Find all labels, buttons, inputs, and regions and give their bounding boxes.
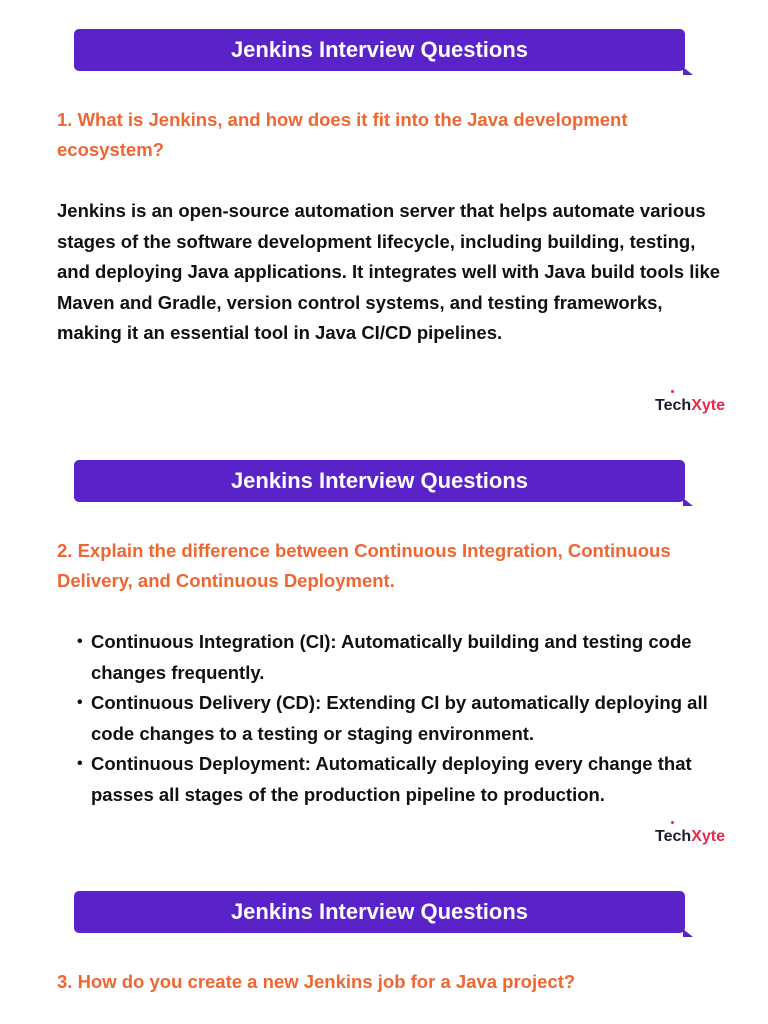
question-2: 2. Explain the difference between Continuous Integration, Continuous Delivery, and Continuous Deployment. [57,540,671,591]
techxyte-logo: TechXyte [655,396,725,416]
banner-title: Jenkins Interview Questions [230,37,529,62]
list-item: • Continuous Integration (CI): Automatically building and testing code changes frequently. [57,627,725,688]
banner-tail [683,498,693,506]
section-banner [74,29,685,71]
bullet-icon: • [77,633,83,650]
bullet-icon: • [77,694,83,711]
logo-spark-icon [671,390,674,393]
section-banner [74,891,685,933]
bullet-list [57,627,725,810]
banner-title: Jenkins Interview Questions [230,468,529,493]
banner-tail [683,67,693,75]
techxyte-logo: TechXyte [655,827,725,847]
list-item: • Continuous Deployment: Automatically deploying every change that passes all stages of the production pipeline to production. [57,749,725,810]
question-3: 3. How do you create a new Jenkins job for a Java project? [57,971,576,992]
banner-tail [683,929,693,937]
list-item: • Continuous Delivery (CD): Extending CI by automatically deploying all code changes to a testing or staging environment. [57,688,725,749]
logo-spark-icon [671,821,674,824]
bullet-icon: • [77,755,83,772]
banner-title: Jenkins Interview Questions [230,899,529,924]
section-banner [74,460,685,502]
question-1: 1. What is Jenkins, and how does it fit into the Java development ecosystem? [57,109,628,160]
answer-1: Jenkins is an open-source automation server that helps automate various stages of the software development lifecycle, including building, testing, and deploying Java applications. It integrates well with Java build tools like Maven and Gradle, version control systems, and testing frameworks, making it an essential tool in Java CI/CD pipelines. [57,200,721,343]
